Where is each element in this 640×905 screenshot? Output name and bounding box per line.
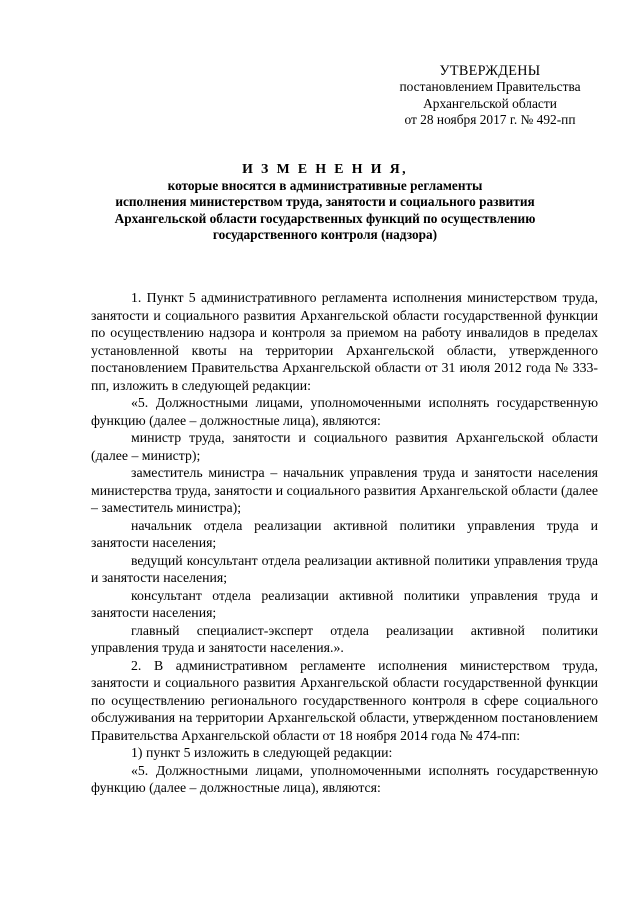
paragraph-chief-specialist: главный специалист-эксперт отдела реализации активной политики управления труда и занятости населения.». <box>91 622 598 655</box>
paragraph-1: 1. Пункт 5 административного регламента исполнения министерством труда, занятости и социального развития Архангельской области государственной функции по осуществлению надзора и контроля за приемом на работу инвалидов в пределах установленной квоты на территории Архангельской области, утвержденного постановлением Правительства Архангельской области от 31 июля 2012 года № 333-пп, изложить в следующей редакции: <box>91 290 598 393</box>
document-body <box>91 289 598 797</box>
paragraph-department-head: начальник отдела реализации активной политики управления труда и занятости населения; <box>91 517 598 550</box>
title-line: государственного контроля (надзора) <box>212 227 438 243</box>
paragraph-minister: министр труда, занятости и социального развития Архангельской области (далее – министр); <box>91 430 598 463</box>
approval-line: от 28 ноября 2017 г. № 492-пп <box>404 112 576 128</box>
paragraph-consultant: консультант отдела реализации активной политики управления труда и занятости населения; <box>91 587 598 620</box>
approval-stamp <box>380 63 600 129</box>
approval-heading: УТВЕРЖДЕНЫ <box>439 63 541 79</box>
title-line: Архангельской области государственных функций по осуществлению <box>114 210 536 226</box>
approval-line: Архангельской области <box>423 95 557 111</box>
paragraph-lead-consultant: ведущий консультант отдела реализации активной политики управления труда и занятости населения; <box>91 552 598 585</box>
title-line: исполнения министерством труда, занятости и социального развития <box>115 194 535 210</box>
paragraph-subitem-1: 1) пункт 5 изложить в следующей редакции: <box>131 745 393 760</box>
paragraph-quote-officials-2: «5. Должностными лицами, уполномоченными исполнять государственную функцию (далее – должностные лица), являются: <box>91 762 598 795</box>
title-line: которые вносятся в административные регламенты <box>167 177 483 193</box>
paragraph-2: 2. В административном регламенте исполнения министерством труда, занятости и социального развития Архангельской области государственной функции по осуществлению регионального государственного контроля в сфере социального обслуживания на территории Архангельской области, утвержденном постановлением Правительства Архангельской области от 18 ноября 2014 года № 474-пп: <box>91 657 598 743</box>
paragraph-quote-officials: «5. Должностными лицами, уполномоченными исполнять государственную функцию (далее – должностные лица), являются: <box>91 395 598 428</box>
title-heading: И З М Е Н Е Н И Я, <box>242 161 408 176</box>
approval-line: постановлением Правительства <box>399 79 581 95</box>
document-title <box>70 161 580 244</box>
paragraph-deputy-minister: заместитель министра – начальник управления труда и занятости населения министерства труда, занятости и социального развития Архангельской области (далее – заместитель министра); <box>91 465 598 515</box>
